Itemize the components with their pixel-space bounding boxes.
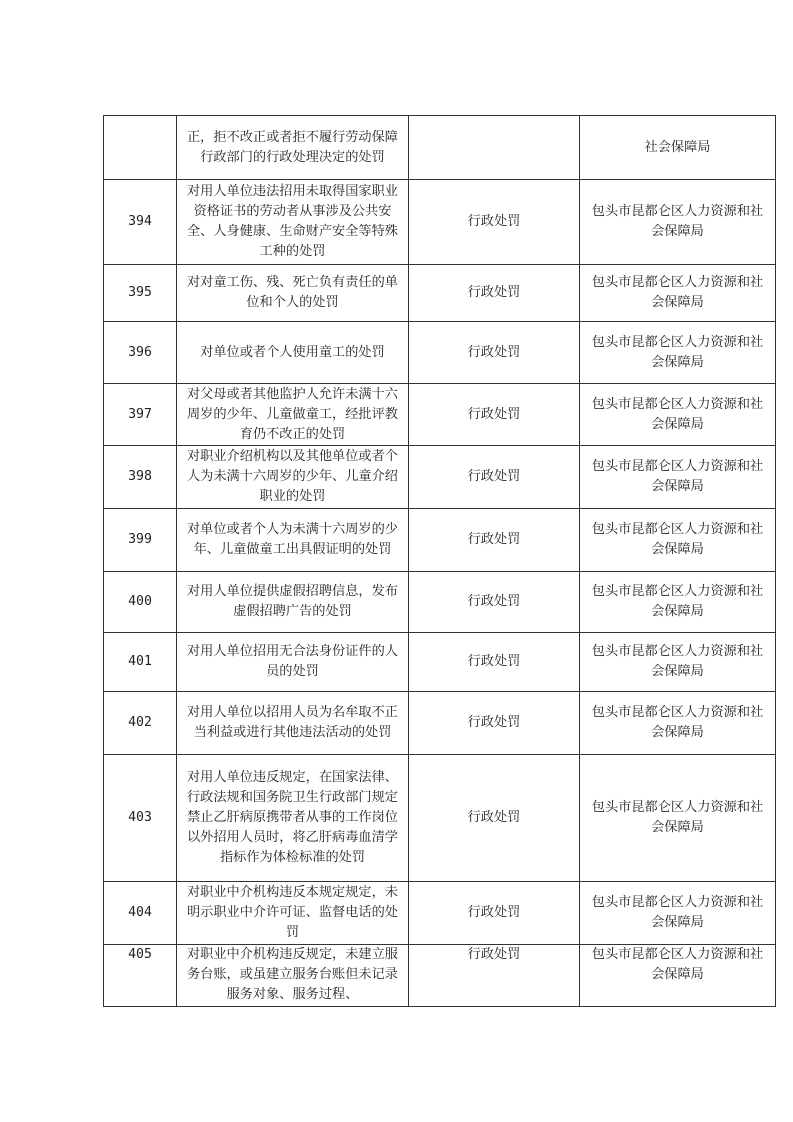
row-number: 405 [104, 945, 177, 1007]
row-agency: 包头市昆都仑区人力资源和社会保障局 [580, 446, 776, 509]
row-description: 正，拒不改正或者拒不履行劳动保障行政部门的行政处理决定的处罚 [177, 116, 409, 180]
row-description: 对用人单位招用无合法身份证件的人员的处罚 [177, 633, 409, 692]
row-number: 397 [104, 384, 177, 446]
row-number: 401 [104, 633, 177, 692]
row-type: 行政处罚 [409, 633, 580, 692]
row-agency: 包头市昆都仑区人力资源和社会保障局 [580, 755, 776, 882]
row-type: 行政处罚 [409, 692, 580, 755]
row-number: 404 [104, 882, 177, 945]
table-row [104, 945, 776, 1007]
row-type: 行政处罚 [409, 945, 580, 1007]
table-row [104, 116, 776, 180]
row-type: 行政处罚 [409, 572, 580, 633]
row-number: 396 [104, 322, 177, 384]
table-row [104, 180, 776, 265]
table-row [104, 692, 776, 755]
table-row [104, 755, 776, 882]
table-row [104, 265, 776, 322]
table-row [104, 633, 776, 692]
table-row [104, 384, 776, 446]
table-row [104, 509, 776, 572]
table-row [104, 446, 776, 509]
row-agency: 社会保障局 [580, 116, 776, 180]
row-type: 行政处罚 [409, 446, 580, 509]
row-number: 394 [104, 180, 177, 265]
document-table [103, 115, 776, 1007]
table-row [104, 322, 776, 384]
row-description: 对职业介绍机构以及其他单位或者个人为未满十六周岁的少年、儿童介绍职业的处罚 [177, 446, 409, 509]
row-description: 对单位或者个人为未满十六周岁的少年、儿童做童工出具假证明的处罚 [177, 509, 409, 572]
row-type [409, 116, 580, 180]
row-description: 对用人单位违法招用未取得国家职业资格证书的劳动者从事涉及公共安全、人身健康、生命财产安全等特殊工种的处罚 [177, 180, 409, 265]
row-description: 对单位或者个人使用童工的处罚 [177, 322, 409, 384]
row-description: 对用人单位提供虚假招聘信息，发布虚假招聘广告的处罚 [177, 572, 409, 633]
row-agency: 包头市昆都仑区人力资源和社会保障局 [580, 322, 776, 384]
row-description: 对父母或者其他监护人允许未满十六周岁的少年、儿童做童工，经批评教育仍不改正的处罚 [177, 384, 409, 446]
row-agency: 包头市昆都仑区人力资源和社会保障局 [580, 633, 776, 692]
row-number: 398 [104, 446, 177, 509]
row-agency: 包头市昆都仑区人力资源和社会保障局 [580, 882, 776, 945]
row-type: 行政处罚 [409, 322, 580, 384]
row-type: 行政处罚 [409, 180, 580, 265]
row-type: 行政处罚 [409, 882, 580, 945]
table-row [104, 572, 776, 633]
row-description: 对职业中介机构违反本规定规定，未明示职业中介许可证、监督电话的处罚 [177, 882, 409, 945]
row-number: 399 [104, 509, 177, 572]
row-agency: 包头市昆都仑区人力资源和社会保障局 [580, 945, 776, 1007]
row-type: 行政处罚 [409, 384, 580, 446]
row-number [104, 116, 177, 180]
row-agency: 包头市昆都仑区人力资源和社会保障局 [580, 265, 776, 322]
row-agency: 包头市昆都仑区人力资源和社会保障局 [580, 572, 776, 633]
table-row [104, 882, 776, 945]
row-number: 402 [104, 692, 177, 755]
row-number: 403 [104, 755, 177, 882]
row-number: 395 [104, 265, 177, 322]
row-description: 对用人单位违反规定，在国家法律、行政法规和国务院卫生行政部门规定禁止乙肝病原携带者从事的工作岗位以外招用人员时，将乙肝病毒血清学指标作为体检标准的处罚 [177, 755, 409, 882]
row-type: 行政处罚 [409, 509, 580, 572]
row-agency: 包头市昆都仑区人力资源和社会保障局 [580, 692, 776, 755]
row-type: 行政处罚 [409, 265, 580, 322]
row-description: 对对童工伤、残、死亡负有责任的单位和个人的处罚 [177, 265, 409, 322]
row-description: 对用人单位以招用人员为名牟取不正当利益或进行其他违法活动的处罚 [177, 692, 409, 755]
row-type: 行政处罚 [409, 755, 580, 882]
row-agency: 包头市昆都仑区人力资源和社会保障局 [580, 180, 776, 265]
row-agency: 包头市昆都仑区人力资源和社会保障局 [580, 509, 776, 572]
row-description: 对职业中介机构违反规定，未建立服务台账，或虽建立服务台账但未记录服务对象、服务过程、 [177, 945, 409, 1007]
row-agency: 包头市昆都仑区人力资源和社会保障局 [580, 384, 776, 446]
row-number: 400 [104, 572, 177, 633]
